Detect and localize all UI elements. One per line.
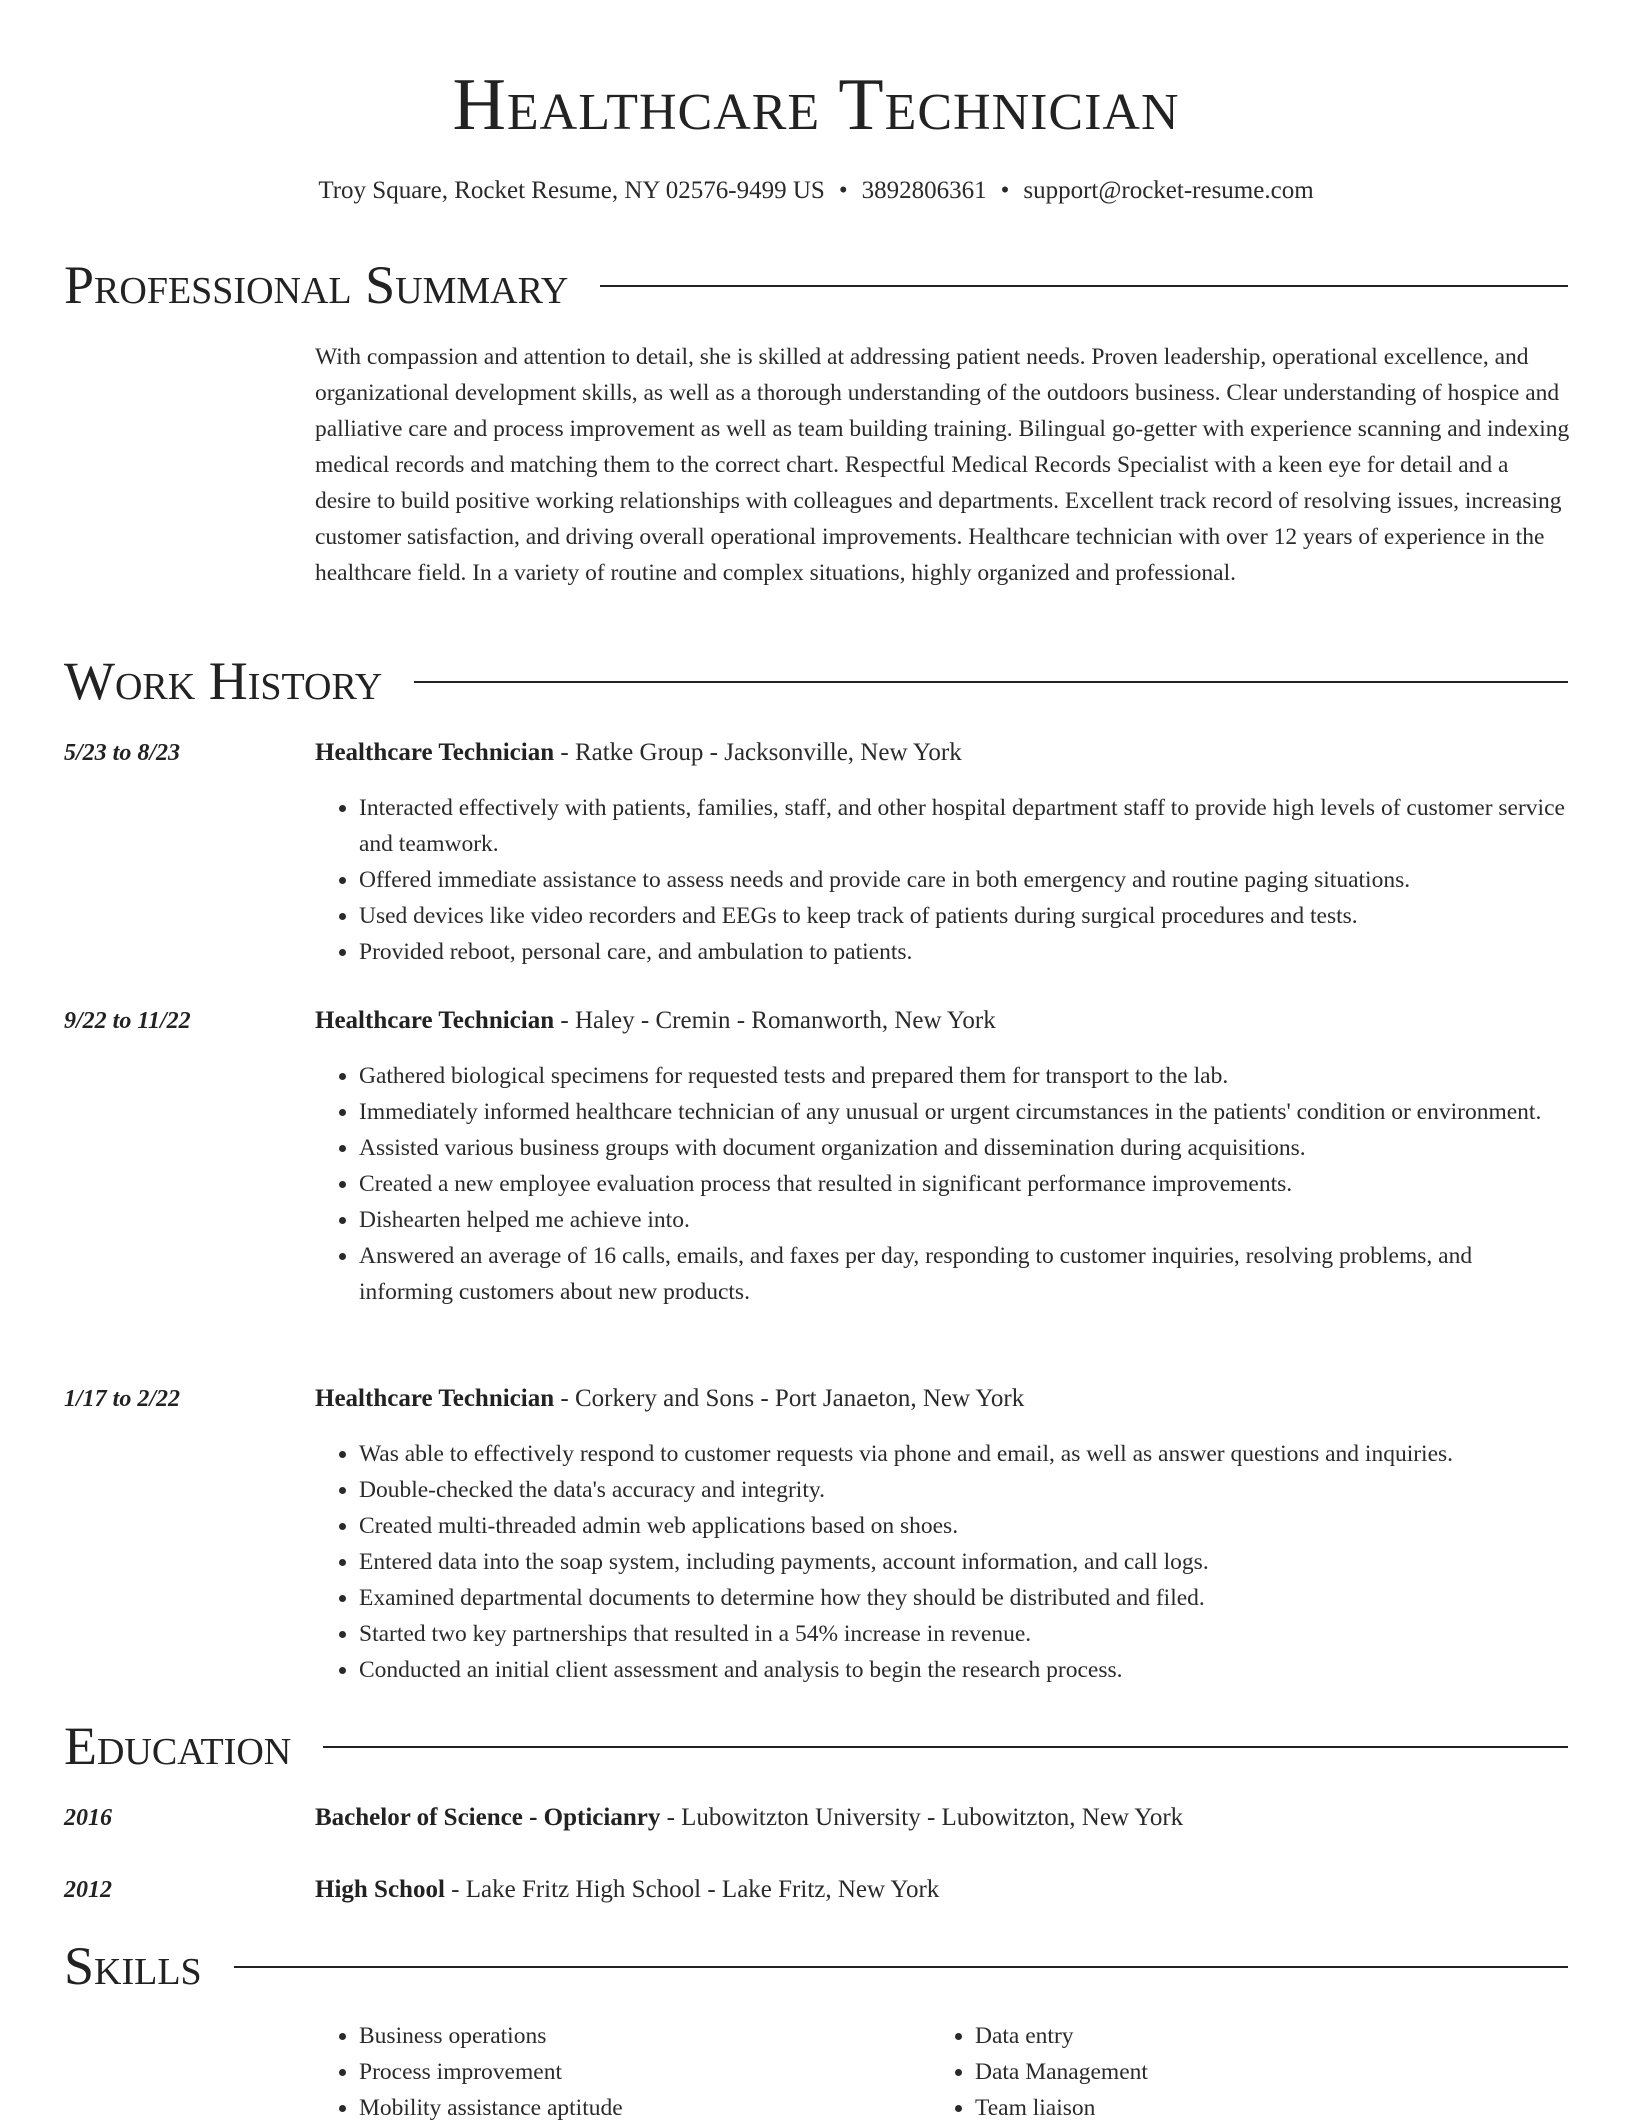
section-title-work: Work History: [64, 651, 383, 711]
job-bullet: • Conducted an initial client assessment and analysis to begin the research process.: [359, 1652, 1568, 1688]
job-bullet: • Examined departmental documents to determine how they should be distributed and filed.: [359, 1580, 1568, 1616]
section-title-skills: Skills: [64, 1936, 202, 1996]
section-divider: [323, 1746, 1568, 1748]
resume-name: Healthcare Technician: [452, 64, 1180, 146]
job-dates: 9/22 to 11/22: [64, 1008, 191, 1034]
contact-line: [0, 175, 1632, 207]
section-header-work: [64, 651, 1568, 711]
job-role: Healthcare Technician: [315, 739, 555, 766]
job-bullet: • Assisted various business groups with document organization and dissemination during acquisitions.: [359, 1130, 1568, 1166]
skill-item: • Data entry: [975, 2018, 1575, 2054]
job-bullet: • Offered immediate assistance to assess needs and provide care in both emergency and routine paging situations.: [359, 862, 1568, 898]
education-degree: Bachelor of Science - Opticianry: [315, 1804, 661, 1831]
section-title-summary: Professional Summary: [64, 255, 569, 315]
education-details: - Lake Fritz High School - Lake Fritz, New York: [444, 1876, 940, 1903]
job-bullet: • Dishearten helped me achieve into.: [359, 1202, 1568, 1238]
skill-item: • Process improvement: [359, 2054, 919, 2090]
contact-address: Troy Square, Rocket Resume, NY 02576-9499 US: [318, 177, 825, 204]
section-divider: [234, 1966, 1568, 1968]
job-bullet: • Provided reboot, personal care, and ambulation to patients.: [359, 934, 1568, 970]
contact-email[interactable]: support@rocket-resume.com: [1023, 177, 1314, 204]
job-details: - Corkery and Sons - Port Janaeton, New York: [554, 1385, 1025, 1412]
section-title-education: Education: [64, 1716, 292, 1776]
job-bullet: • Answered an average of 16 calls, emails, and faxes per day, responding to customer inquiries, resolving problems, and informing customers about new products.: [359, 1238, 1568, 1310]
job-headline: [315, 736, 1568, 770]
job-headline: [315, 1004, 1568, 1038]
section-header-skills: [64, 1936, 1568, 1996]
job-dates: 5/23 to 8/23: [64, 740, 181, 766]
skills-list-left: [315, 2018, 919, 2126]
job-bullet: • Entered data into the soap system, including payments, account information, and call logs.: [359, 1544, 1568, 1580]
job-details: - Haley - Cremin - Romanworth, New York: [554, 1007, 996, 1034]
contact-separator: •: [1000, 177, 1010, 204]
skill-item: • Data Management: [975, 2054, 1575, 2090]
job-bullets: [315, 1436, 1568, 1688]
contact-separator: •: [838, 177, 848, 204]
job-details: - Ratke Group - Jacksonville, New York: [554, 739, 962, 766]
job-bullet: • Started two key partnerships that resulted in a 54% increase in revenue.: [359, 1616, 1568, 1652]
skill-item: • Business operations: [359, 2018, 919, 2054]
education-year: 2016: [64, 1805, 112, 1831]
job-role: Healthcare Technician: [315, 1007, 555, 1034]
job-bullet: • Created a new employee evaluation process that resulted in significant performance improvements.: [359, 1166, 1568, 1202]
education-degree: High School: [315, 1876, 445, 1903]
job-bullets: [315, 790, 1568, 970]
education-details: - Lubowitzton University - Lubowitzton, New York: [660, 1804, 1184, 1831]
education-headline: [315, 1873, 1568, 1907]
job-bullet: • Was able to effectively respond to customer requests via phone and email, as well as answer questions and inquiries.: [359, 1436, 1568, 1472]
education-headline: [315, 1801, 1568, 1835]
section-header-summary: [64, 255, 1568, 315]
education-year: 2012: [64, 1877, 112, 1903]
job-dates: 1/17 to 2/22: [64, 1386, 181, 1412]
job-headline: [315, 1382, 1568, 1416]
skills-list-right: [931, 2018, 1575, 2126]
job-bullet: • Gathered biological specimens for requested tests and prepared them for transport to the lab.: [359, 1058, 1568, 1094]
section-divider: [414, 681, 1568, 683]
skill-item: • Mobility assistance aptitude: [359, 2090, 919, 2126]
summary-text: With compassion and attention to detail, she is skilled at addressing patient needs. Proven leadership, operational excellence, and organizational development skills, as well as a thorough understanding of the outdoors business. Clear understanding of hospice and palliative care and process improvement as well as team building training. Bilingual go-getter with experience scanning and indexing medical records and matching them to the correct chart. Respectful Medical Records Specialist with a keen eye for detail and a desire to build positive working relationships with colleagues and departments. Excellent track record of resolving issues, increasing customer satisfaction, and driving overall operational improvements. Healthcare technician with over 12 years of experience in the healthcare field. In a variety of routine and complex situations, highly organized and professional.: [315, 344, 1570, 586]
job-bullet: • Double-checked the data's accuracy and integrity.: [359, 1472, 1568, 1508]
job-bullet: • Interacted effectively with patients, families, staff, and other hospital department staff to provide high levels of customer service and teamwork.: [359, 790, 1568, 862]
job-bullet: • Used devices like video recorders and EEGs to keep track of patients during surgical procedures and tests.: [359, 898, 1568, 934]
section-header-education: [64, 1716, 1568, 1776]
job-bullet: • Created multi-threaded admin web applications based on shoes.: [359, 1508, 1568, 1544]
job-bullet: • Immediately informed healthcare technician of any unusual or urgent circumstances in the patients' condition or environment.: [359, 1094, 1568, 1130]
job-role: Healthcare Technician: [315, 1385, 555, 1412]
skill-item: • Team liaison: [975, 2090, 1575, 2126]
section-divider: [600, 285, 1568, 287]
contact-phone[interactable]: 3892806361: [861, 177, 987, 204]
job-bullets: [315, 1058, 1568, 1310]
